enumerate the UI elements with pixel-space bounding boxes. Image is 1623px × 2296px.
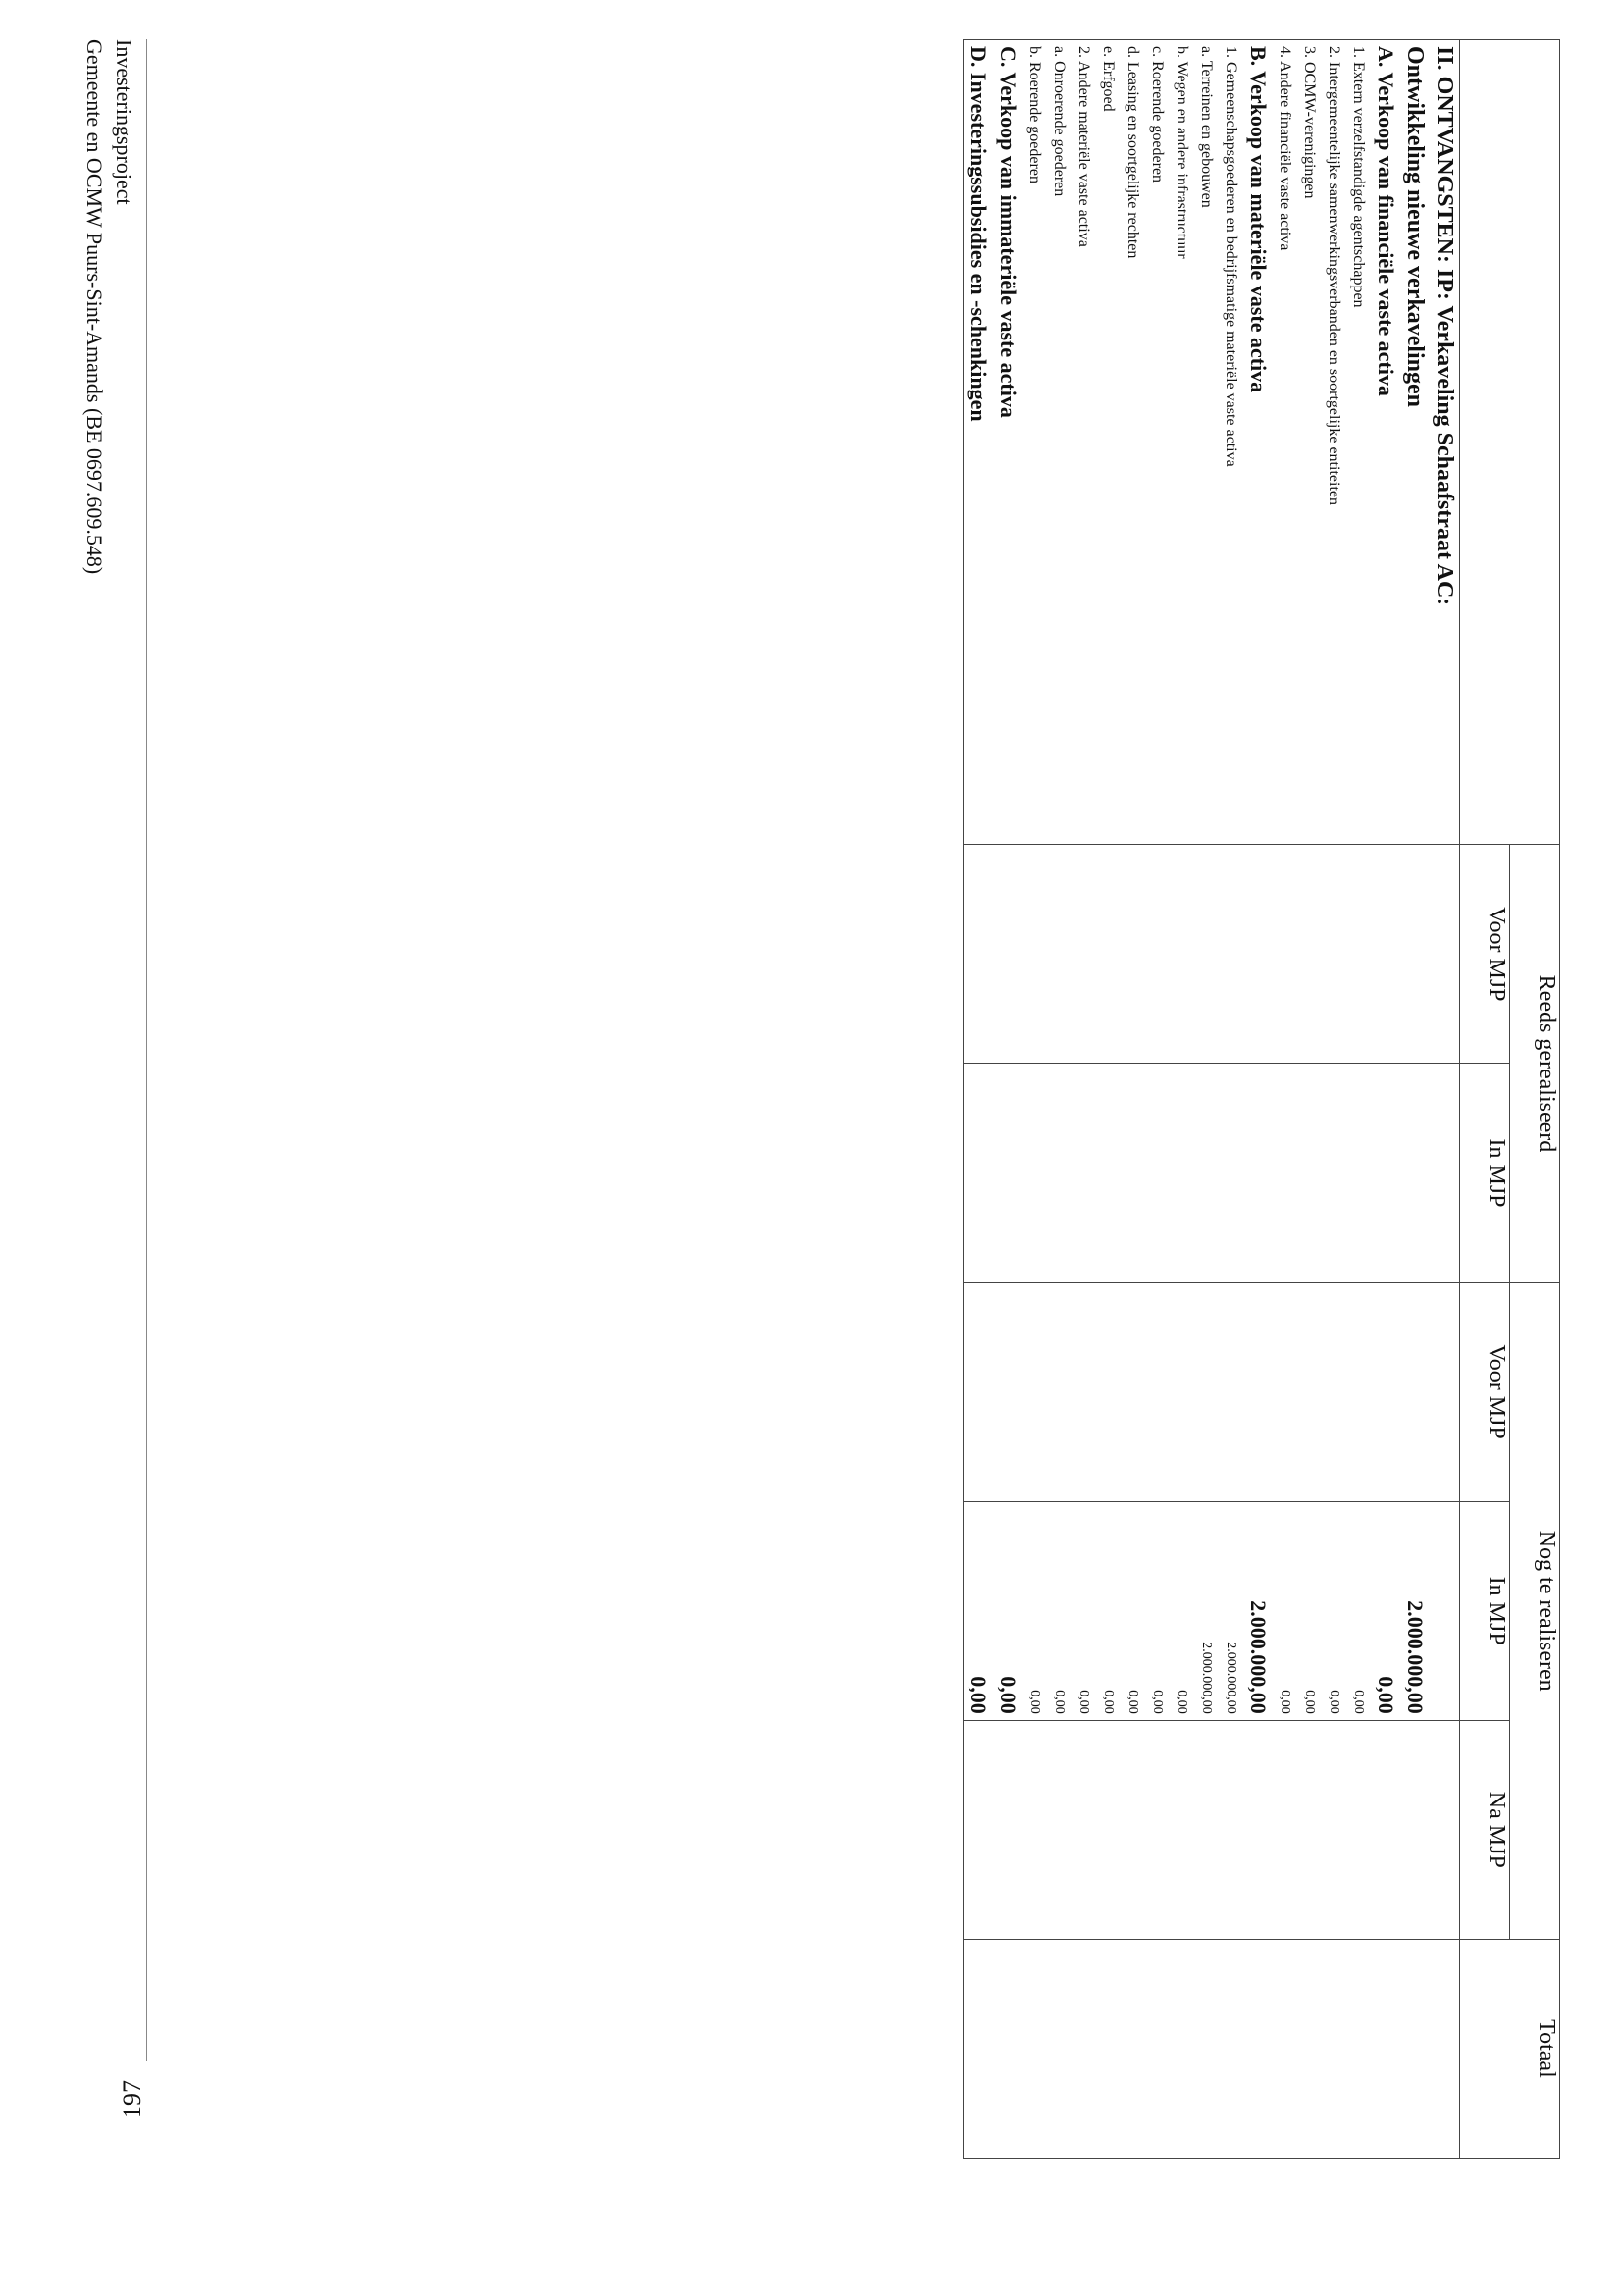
rotated-page (29, 39, 1560, 2159)
footer-organization: Gemeente en OCMW Puurs-Sint-Amands (BE 0697.609.548) (82, 39, 107, 575)
row-value: 0,00 (1027, 1690, 1042, 1714)
row-label: D. Investeringssubsidies en -schenkingen (967, 46, 991, 422)
header-na-mjp: Na MJP (1460, 1720, 1510, 1939)
row-value: 0,00 (1302, 1690, 1317, 1714)
header-to-realize: Nog te realiseren (1510, 1282, 1560, 1939)
label-list (964, 46, 1400, 838)
row-value: 2.000.000,00 (1246, 1600, 1271, 1714)
header-voor-mjp-realized: Voor MJP (1460, 845, 1510, 1064)
row-value: 0,00 (1101, 1690, 1116, 1714)
row-label: 1. Gemeenschapsgoederen en bedrijfsmatige materiële vaste activa (1223, 46, 1239, 467)
row-value: 0,00 (1126, 1690, 1140, 1714)
row-label: a. Terreinen en gebouwen (1198, 46, 1215, 208)
row-label: C. Verkoop van immateriële vaste activa (996, 46, 1021, 418)
value-list (964, 1508, 1400, 1714)
row-label: a. Onroerende goederen (1051, 46, 1068, 197)
title-value: 2.000.000,00 (1403, 1600, 1428, 1714)
section-subtitle: Ontwikkeling nieuwe verkavelingen (1402, 46, 1428, 408)
row-label: 1. Extern verzelfstandigde agentschappen (1350, 46, 1367, 308)
row-value: 0,00 (1327, 1690, 1341, 1714)
row-value: 0,00 (1374, 1676, 1398, 1714)
header-blank-cell (1460, 40, 1560, 845)
row-value: 0,00 (1052, 1690, 1067, 1714)
row-value: 0,00 (1278, 1690, 1292, 1714)
row-label: 2. Andere materiële vaste activa (1075, 46, 1092, 247)
row-label: b. Wegen en andere infrastructuur (1174, 46, 1190, 259)
row-label: b. Roerende goederen (1026, 46, 1043, 183)
table-body-row (964, 40, 1460, 2159)
row-value: 0,00 (1351, 1690, 1366, 1714)
page-number: 197 (118, 2080, 146, 2118)
row-label: e. Erfgoed (1100, 46, 1117, 112)
row-label: B. Verkoop van materiële vaste activa (1246, 46, 1271, 393)
row-label: d. Leasing en soortgelijke rechten (1125, 46, 1141, 259)
footer (79, 39, 147, 2061)
row-value: 2.000.000,00 (1199, 1642, 1214, 1714)
row-label: A. Verkoop van financiële vaste activa (1374, 46, 1398, 396)
col-total (964, 1939, 1460, 2158)
header-realized: Reeds gerealiseerd (1510, 845, 1560, 1282)
header-voor-mjp-to-realize: Voor MJP (1460, 1282, 1510, 1501)
col-voor-mjp-to-realize (964, 1282, 1460, 1501)
section-title: II. ONTVANGSTEN: IP: Verkaveling Schaafstraat AC: (1432, 46, 1457, 606)
col-in-mjp-to-realize (964, 1501, 1460, 1720)
row-label: c. Roerende goederen (1149, 46, 1166, 183)
row-value: 0,00 (996, 1676, 1021, 1714)
row-label: 3. OCMW-verenigingen (1301, 46, 1318, 199)
row-value: 0,00 (1150, 1690, 1165, 1714)
col-in-mjp-realized (964, 1064, 1460, 1282)
header-total: Totaal (1460, 1939, 1560, 2158)
row-value: 0,00 (1076, 1690, 1091, 1714)
row-value: 2.000.000,00 (1224, 1642, 1238, 1714)
col-na-mjp (964, 1720, 1460, 1939)
row-label: 2. Intergemeentelijke samenwerkingsverbanden en soortgelijke entiteiten (1326, 46, 1342, 505)
header-in-mjp-to-realize: In MJP (1460, 1501, 1510, 1720)
header-in-mjp-realized: In MJP (1460, 1064, 1510, 1282)
row-value: 0,00 (1175, 1690, 1189, 1714)
row-label: 4. Andere financiële vaste activa (1277, 46, 1293, 251)
receipts-table (963, 39, 1560, 2159)
row-value: 0,00 (967, 1676, 991, 1714)
footer-project-type: Investeringsproject (112, 39, 136, 205)
col-voor-mjp-realized (964, 845, 1460, 1064)
labels-cell (964, 40, 1460, 845)
